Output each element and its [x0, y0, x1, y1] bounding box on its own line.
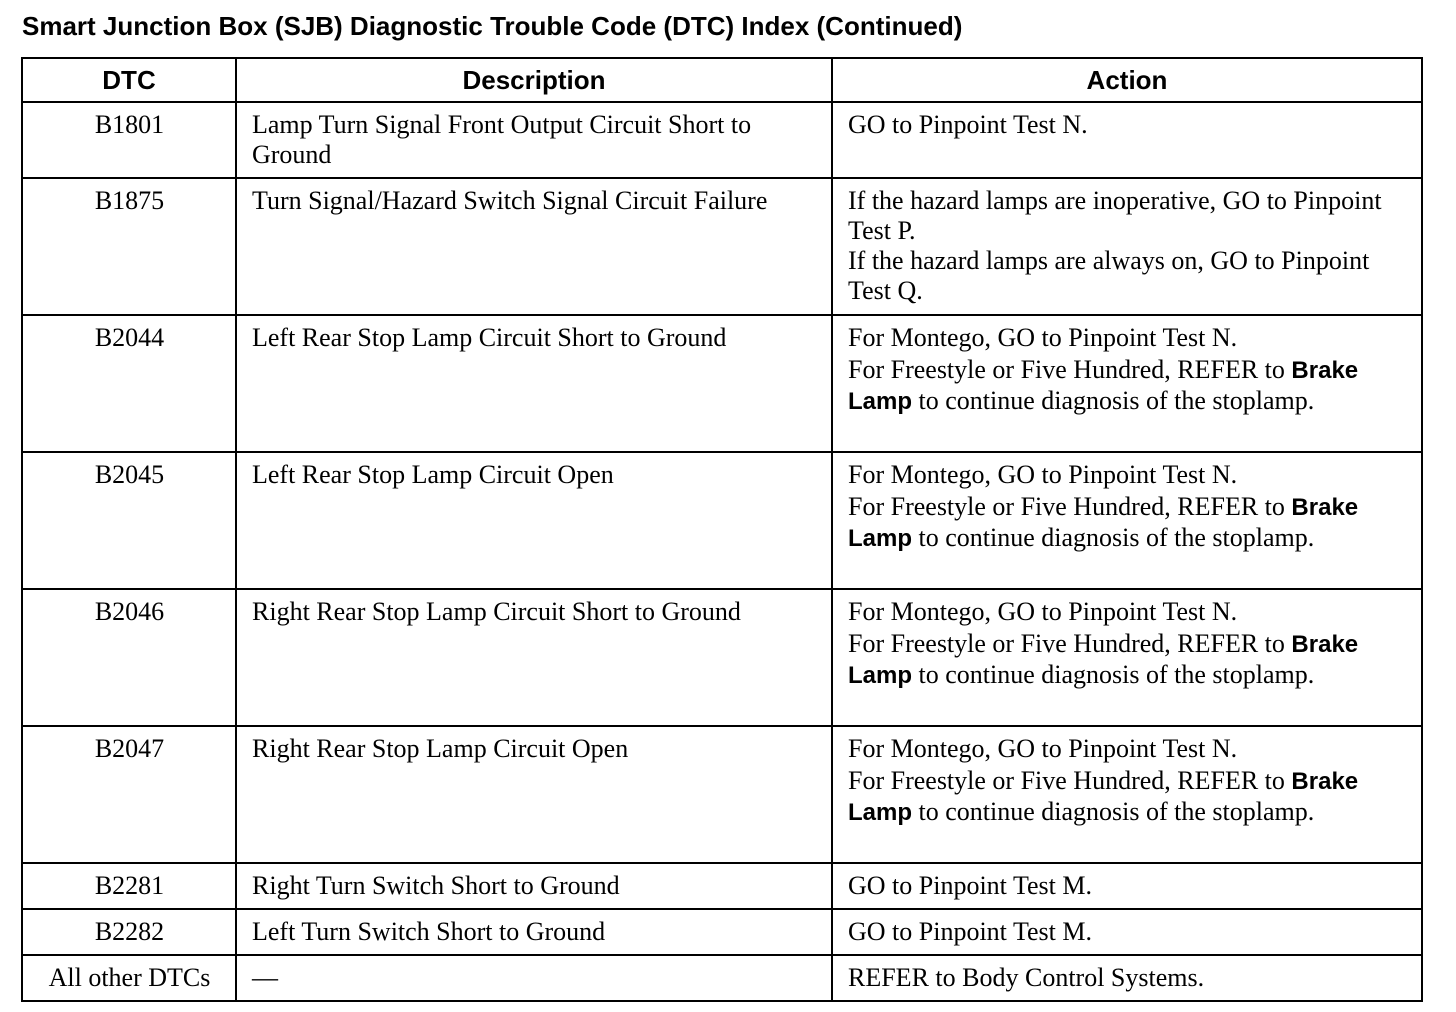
action-cell: [832, 726, 1422, 863]
description-cell: [236, 863, 832, 909]
column-header-action: Action: [832, 58, 1422, 102]
description-text: Right Rear Stop Lamp Circuit Open: [252, 734, 629, 763]
action-cell: [832, 955, 1422, 1001]
table-row: [22, 909, 1422, 955]
table-row: [22, 315, 1422, 452]
dtc-code-cell: [22, 178, 236, 315]
description-text: —: [252, 963, 278, 992]
dtc-code: B2047: [94, 734, 165, 763]
dtc-code: B2282: [94, 917, 165, 946]
dtc-code: B1875: [94, 186, 165, 215]
action-ref-suffix: to continue diagnosis of the stoplamp.: [918, 797, 1315, 826]
action-text: If the hazard lamps are always on, GO to Pinpoint Test Q.: [848, 246, 1370, 305]
action-ref-prefix: For Freestyle or Five Hundred, REFER to: [848, 629, 1285, 658]
dtc-code-cell: [22, 726, 236, 863]
brake-lamp-reference-link[interactable]: Brake Lamp: [848, 768, 1359, 826]
table-row: [22, 589, 1422, 726]
action-text: For Montego, GO to Pinpoint Test N.: [848, 323, 1238, 352]
description-text: Lamp Turn Signal Front Output Circuit Short to Ground: [252, 110, 752, 169]
description-cell: [236, 726, 832, 863]
table-row: [22, 863, 1422, 909]
action-reference-text: [848, 629, 1407, 691]
action-text: REFER to Body Control Systems.: [848, 963, 1205, 992]
action-text: For Montego, GO to Pinpoint Test N.: [848, 597, 1238, 626]
description-text: Right Rear Stop Lamp Circuit Short to Ground: [252, 597, 741, 626]
action-ref-prefix: For Freestyle or Five Hundred, REFER to: [848, 766, 1285, 795]
brake-lamp-reference-link[interactable]: Brake Lamp: [848, 631, 1359, 689]
page-title: Smart Junction Box (SJB) Diagnostic Trouble Code (DTC) Index (Continued): [22, 11, 963, 41]
dtc-code-cell: [22, 452, 236, 589]
action-reference-text: [848, 766, 1407, 828]
action-text: GO to Pinpoint Test N.: [848, 110, 1088, 139]
description-cell: [236, 589, 832, 726]
table-row: [22, 955, 1422, 1001]
dtc-code: B1801: [94, 110, 165, 139]
action-cell: [832, 452, 1422, 589]
table-row: [22, 102, 1422, 178]
dtc-code-cell: [22, 589, 236, 726]
action-text: If the hazard lamps are inoperative, GO to Pinpoint Test P.: [848, 186, 1382, 245]
dtc-code: All other DTCs: [48, 963, 211, 992]
description-text: Right Turn Switch Short to Ground: [252, 871, 620, 900]
description-text: Left Rear Stop Lamp Circuit Open: [252, 460, 614, 489]
action-text: GO to Pinpoint Test M.: [848, 871, 1093, 900]
dtc-code: B2281: [94, 871, 165, 900]
action-text: GO to Pinpoint Test M.: [848, 917, 1093, 946]
description-cell: [236, 315, 832, 452]
action-cell: [832, 315, 1422, 452]
action-cell: [832, 589, 1422, 726]
dtc-code: B2045: [94, 460, 165, 489]
dtc-code-cell: [22, 909, 236, 955]
action-ref-suffix: to continue diagnosis of the stoplamp.: [918, 660, 1315, 689]
brake-lamp-reference-link[interactable]: Brake Lamp: [848, 357, 1359, 415]
table-row: [22, 452, 1422, 589]
action-cell: [832, 178, 1422, 315]
description-cell: [236, 102, 832, 178]
table-row: [22, 178, 1422, 315]
description-cell: [236, 178, 832, 315]
action-ref-suffix: to continue diagnosis of the stoplamp.: [918, 523, 1315, 552]
dtc-code: B2044: [94, 323, 165, 352]
action-ref-prefix: For Freestyle or Five Hundred, REFER to: [848, 492, 1285, 521]
action-cell: [832, 102, 1422, 178]
action-reference-text: [848, 492, 1407, 554]
column-header-description: Description: [236, 58, 832, 102]
description-cell: [236, 909, 832, 955]
action-text: For Montego, GO to Pinpoint Test N.: [848, 460, 1238, 489]
table-row: [22, 726, 1422, 863]
dtc-code-cell: [22, 102, 236, 178]
description-text: Left Turn Switch Short to Ground: [252, 917, 606, 946]
action-ref-suffix: to continue diagnosis of the stoplamp.: [918, 386, 1315, 415]
description-cell: [236, 452, 832, 589]
dtc-code: B2046: [94, 597, 165, 626]
description-text: Turn Signal/Hazard Switch Signal Circuit Failure: [252, 186, 768, 215]
action-cell: [832, 909, 1422, 955]
dtc-code-cell: [22, 955, 236, 1001]
description-text: Left Rear Stop Lamp Circuit Short to Ground: [252, 323, 727, 352]
action-text: For Montego, GO to Pinpoint Test N.: [848, 734, 1238, 763]
dtc-code-cell: [22, 863, 236, 909]
action-cell: [832, 863, 1422, 909]
brake-lamp-reference-link[interactable]: Brake Lamp: [848, 494, 1359, 552]
table-header-row: [22, 58, 1422, 102]
description-cell: [236, 955, 832, 1001]
column-header-dtc: DTC: [22, 58, 236, 102]
action-ref-prefix: For Freestyle or Five Hundred, REFER to: [848, 355, 1285, 384]
dtc-code-cell: [22, 315, 236, 452]
dtc-index-table: [21, 57, 1423, 1002]
action-reference-text: [848, 355, 1407, 417]
